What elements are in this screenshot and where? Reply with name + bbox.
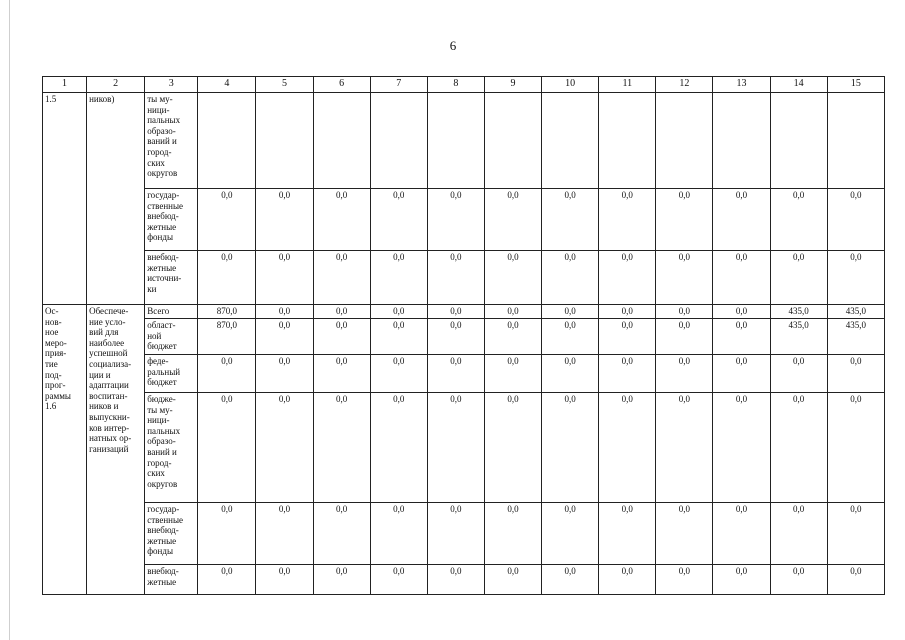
value-cell: 0,0 xyxy=(256,503,313,565)
value-cell: 0,0 xyxy=(542,565,599,595)
column-header: 12 xyxy=(656,77,713,93)
column-header: 15 xyxy=(827,77,884,93)
value-cell: 0,0 xyxy=(599,355,656,393)
table-row xyxy=(43,319,885,355)
value-cell: 0,0 xyxy=(427,305,484,319)
value-cell xyxy=(427,93,484,189)
value-cell: 0,0 xyxy=(198,251,256,305)
budget-table xyxy=(42,76,885,595)
value-cell: 0,0 xyxy=(827,393,884,503)
value-cell: 0,0 xyxy=(827,189,884,251)
value-cell: 0,0 xyxy=(713,319,770,355)
value-cell: 0,0 xyxy=(656,319,713,355)
column-header: 6 xyxy=(313,77,370,93)
value-cell: 0,0 xyxy=(198,393,256,503)
value-cell: 0,0 xyxy=(599,503,656,565)
value-cell: 0,0 xyxy=(713,189,770,251)
value-cell: 0,0 xyxy=(427,355,484,393)
value-cell: 0,0 xyxy=(713,305,770,319)
value-cell: 0,0 xyxy=(599,305,656,319)
value-cell: 0,0 xyxy=(484,565,541,595)
value-cell: 0,0 xyxy=(313,189,370,251)
value-cell: 0,0 xyxy=(370,319,427,355)
value-cell: 0,0 xyxy=(427,319,484,355)
value-cell: 0,0 xyxy=(198,355,256,393)
funding-source: феде- ральный бюджет xyxy=(145,355,198,393)
value-cell: 0,0 xyxy=(256,355,313,393)
value-cell: 0,0 xyxy=(542,189,599,251)
value-cell xyxy=(770,93,827,189)
value-cell: 0,0 xyxy=(827,355,884,393)
page-number: 6 xyxy=(449,38,457,53)
value-cell: 0,0 xyxy=(370,393,427,503)
row-title: ников) xyxy=(87,93,145,305)
value-cell: 0,0 xyxy=(656,305,713,319)
row-code: Ос- нов- ное меро- прия- тие под- прог- раммы 1.6 xyxy=(43,305,87,595)
value-cell: 435,0 xyxy=(827,319,884,355)
value-cell: 0,0 xyxy=(256,189,313,251)
value-cell: 0,0 xyxy=(770,355,827,393)
value-cell: 0,0 xyxy=(256,565,313,595)
row-code: 1.5 xyxy=(43,93,87,305)
value-cell: 0,0 xyxy=(370,251,427,305)
value-cell: 0,0 xyxy=(198,503,256,565)
value-cell xyxy=(313,93,370,189)
table-row xyxy=(43,355,885,393)
value-cell: 0,0 xyxy=(713,503,770,565)
value-cell xyxy=(542,93,599,189)
table-row xyxy=(43,189,885,251)
column-header: 13 xyxy=(713,77,770,93)
column-header: 3 xyxy=(145,77,198,93)
funding-source: Всего xyxy=(145,305,198,319)
value-cell: 0,0 xyxy=(770,393,827,503)
value-cell xyxy=(827,93,884,189)
value-cell: 0,0 xyxy=(256,305,313,319)
value-cell: 0,0 xyxy=(599,189,656,251)
value-cell: 0,0 xyxy=(656,355,713,393)
value-cell: 0,0 xyxy=(313,503,370,565)
column-header: 14 xyxy=(770,77,827,93)
value-cell: 0,0 xyxy=(770,189,827,251)
column-header: 5 xyxy=(256,77,313,93)
value-cell: 0,0 xyxy=(599,251,656,305)
funding-source: государ- ственные внебюд- жетные фонды xyxy=(145,503,198,565)
value-cell: 0,0 xyxy=(656,189,713,251)
value-cell: 0,0 xyxy=(256,393,313,503)
column-header: 1 xyxy=(43,77,87,93)
table-row xyxy=(43,251,885,305)
value-cell: 0,0 xyxy=(427,565,484,595)
value-cell: 0,0 xyxy=(256,319,313,355)
value-cell: 0,0 xyxy=(656,503,713,565)
value-cell: 0,0 xyxy=(484,251,541,305)
value-cell: 0,0 xyxy=(827,565,884,595)
value-cell: 0,0 xyxy=(370,565,427,595)
value-cell: 0,0 xyxy=(198,189,256,251)
value-cell: 870,0 xyxy=(198,319,256,355)
value-cell: 0,0 xyxy=(599,319,656,355)
value-cell: 435,0 xyxy=(770,305,827,319)
value-cell: 0,0 xyxy=(770,251,827,305)
value-cell xyxy=(484,93,541,189)
value-cell: 0,0 xyxy=(713,355,770,393)
column-header: 11 xyxy=(599,77,656,93)
funding-source: ты му- ници- пальных образо- ваний и город- ских округов xyxy=(145,93,198,189)
table-row xyxy=(43,565,885,595)
value-cell xyxy=(713,93,770,189)
funding-source: бюдже- ты му- ници- пальных образо- ваний и город- ских округов xyxy=(145,393,198,503)
value-cell: 0,0 xyxy=(827,503,884,565)
value-cell: 0,0 xyxy=(484,319,541,355)
value-cell: 0,0 xyxy=(827,251,884,305)
funding-source: внебюд- жетные xyxy=(145,565,198,595)
value-cell: 0,0 xyxy=(313,305,370,319)
value-cell: 0,0 xyxy=(427,393,484,503)
value-cell: 0,0 xyxy=(542,393,599,503)
header-row xyxy=(43,77,885,93)
value-cell: 435,0 xyxy=(770,319,827,355)
value-cell: 0,0 xyxy=(370,503,427,565)
value-cell: 0,0 xyxy=(542,355,599,393)
value-cell: 0,0 xyxy=(427,251,484,305)
value-cell: 0,0 xyxy=(656,565,713,595)
value-cell: 0,0 xyxy=(484,355,541,393)
value-cell: 0,0 xyxy=(313,251,370,305)
value-cell: 0,0 xyxy=(256,251,313,305)
column-header: 7 xyxy=(370,77,427,93)
value-cell: 0,0 xyxy=(370,305,427,319)
value-cell: 0,0 xyxy=(713,565,770,595)
column-header: 2 xyxy=(87,77,145,93)
value-cell xyxy=(370,93,427,189)
value-cell: 0,0 xyxy=(313,355,370,393)
value-cell: 0,0 xyxy=(656,251,713,305)
value-cell: 0,0 xyxy=(370,189,427,251)
table-row xyxy=(43,393,885,503)
value-cell: 0,0 xyxy=(313,319,370,355)
value-cell: 0,0 xyxy=(484,189,541,251)
column-header: 10 xyxy=(542,77,599,93)
value-cell: 0,0 xyxy=(427,503,484,565)
value-cell: 0,0 xyxy=(313,565,370,595)
value-cell: 0,0 xyxy=(713,251,770,305)
table-row xyxy=(43,503,885,565)
value-cell: 0,0 xyxy=(313,393,370,503)
value-cell xyxy=(656,93,713,189)
value-cell: 0,0 xyxy=(427,189,484,251)
value-cell: 0,0 xyxy=(484,305,541,319)
funding-source: государ- ственные внебюд- жетные фонды xyxy=(145,189,198,251)
table-row xyxy=(43,305,885,319)
value-cell: 0,0 xyxy=(542,319,599,355)
scan-edge-line xyxy=(9,0,10,640)
value-cell: 0,0 xyxy=(656,393,713,503)
column-header: 8 xyxy=(427,77,484,93)
value-cell: 0,0 xyxy=(713,393,770,503)
table-row xyxy=(43,93,885,189)
row-title: Обеспече- ние усло- вий для наиболее успешной социализа- ции и адаптации воспитан- ников и выпускни- ков интер- натных ор- ганизаций xyxy=(87,305,145,595)
value-cell: 0,0 xyxy=(599,565,656,595)
value-cell: 435,0 xyxy=(827,305,884,319)
value-cell: 870,0 xyxy=(198,305,256,319)
value-cell: 0,0 xyxy=(599,393,656,503)
column-header: 9 xyxy=(484,77,541,93)
value-cell: 0,0 xyxy=(542,305,599,319)
funding-source: внебюд- жетные источни- ки xyxy=(145,251,198,305)
column-header: 4 xyxy=(198,77,256,93)
value-cell: 0,0 xyxy=(542,251,599,305)
value-cell: 0,0 xyxy=(484,503,541,565)
funding-source: област- ной бюджет xyxy=(145,319,198,355)
value-cell: 0,0 xyxy=(770,503,827,565)
value-cell: 0,0 xyxy=(542,503,599,565)
value-cell xyxy=(198,93,256,189)
value-cell: 0,0 xyxy=(198,565,256,595)
value-cell: 0,0 xyxy=(484,393,541,503)
value-cell xyxy=(256,93,313,189)
value-cell: 0,0 xyxy=(370,355,427,393)
value-cell xyxy=(599,93,656,189)
value-cell: 0,0 xyxy=(770,565,827,595)
